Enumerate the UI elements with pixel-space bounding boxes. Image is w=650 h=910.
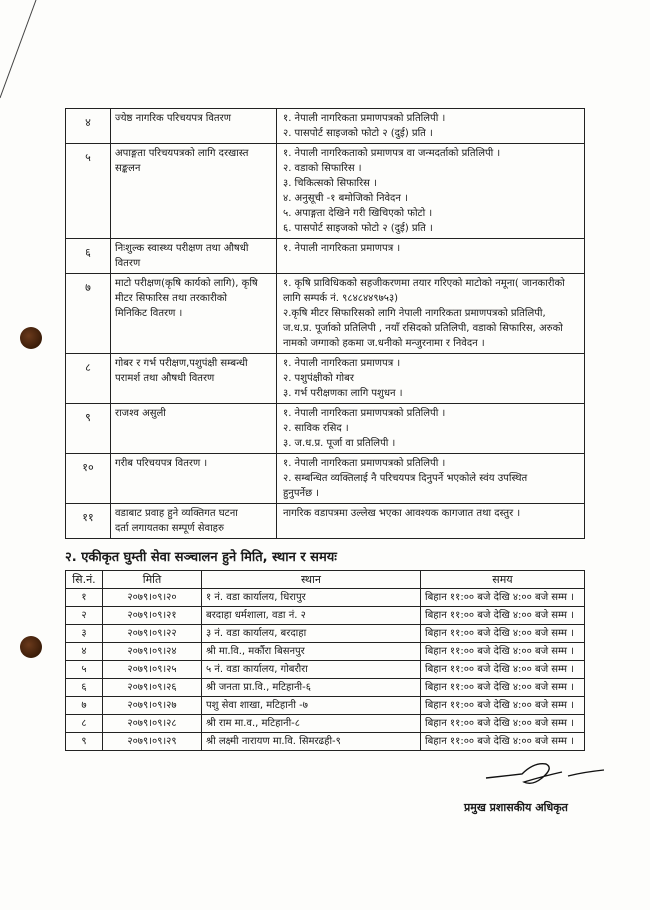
schedule-row xyxy=(66,733,585,751)
document-item: १. कृषि प्राविधिकको सहजीकरणमा तयार गरिएको माटोको नमूना( जानकारीको xyxy=(283,278,565,289)
schedule-header-row xyxy=(66,571,585,589)
service-name xyxy=(111,454,277,504)
service-name-line: वितरण xyxy=(115,258,141,269)
required-documents xyxy=(277,454,585,504)
schedule-time: बिहान ११:०० बजे देखि ४:०० बजे सम्म । xyxy=(421,661,585,679)
schedule-place: बरदाहा धर्मशाला, वडा नं. २ xyxy=(202,607,421,625)
document-item: २. वडाको सिफारिस । xyxy=(283,163,362,174)
service-name xyxy=(111,144,277,239)
schedule-place: श्री राम मा.व., मटिहानी-८ xyxy=(202,715,421,733)
service-sn: १० xyxy=(66,454,111,504)
document-item: ३. चिकित्सको सिफारिस । xyxy=(283,178,377,189)
service-name-line: माटो परीक्षण(कृषि कार्यको लागि), कृषि xyxy=(115,278,258,289)
schedule-place: १ नं. वडा कार्यालय, धिरापुर xyxy=(202,589,421,607)
schedule-time: बिहान ११:०० बजे देखि ४:०० बजे सम्म । xyxy=(421,643,585,661)
service-name-line: गरीब परिचयपत्र वितरण । xyxy=(115,458,208,469)
services-table xyxy=(65,108,585,539)
schedule-row xyxy=(66,697,585,715)
schedule-date: २०७९।०९।२८ xyxy=(103,715,202,733)
schedule-place: ५ नं. वडा कार्यालय, गोबरौरा xyxy=(202,661,421,679)
document-item: ५. अपाङ्गता देखिने गरी खिचिएको फोटो । xyxy=(283,208,433,219)
schedule-time: बिहान ११:०० बजे देखि ४:०० बजे सम्म । xyxy=(421,697,585,715)
header-time: समय xyxy=(421,571,585,589)
schedule-date: २०७९।०९।२७ xyxy=(103,697,202,715)
schedule-date: २०७९।०९।२९ xyxy=(103,733,202,751)
service-sn: ११ xyxy=(66,504,111,539)
document-item: १. नेपाली नागरिकताको प्रमाणपत्र वा जन्मदर्ताको प्रतिलिपी । xyxy=(283,148,501,159)
schedule-row xyxy=(66,643,585,661)
document-item: १. नेपाली नागरिकता प्रमाणपत्रको प्रतिलिपी । xyxy=(283,408,446,419)
schedule-row xyxy=(66,661,585,679)
service-sn: ६ xyxy=(66,239,111,274)
service-name xyxy=(111,404,277,454)
service-name xyxy=(111,504,277,539)
required-documents xyxy=(277,274,585,354)
service-row xyxy=(66,404,585,454)
document-item: २. पासपोर्ट साइजको फोटो २ (दुई) प्रति । xyxy=(283,128,433,139)
document-item: १. नेपाली नागरिकता प्रमाणपत्र । xyxy=(283,358,401,369)
schedule-sn: ८ xyxy=(66,715,103,733)
schedule-date: २०७९।०९।२५ xyxy=(103,661,202,679)
document-item: ३. ज.ध.प्र. पूर्जा वा प्रतिलिपी । xyxy=(283,438,396,449)
document-item: हुनुपर्नेछ । xyxy=(283,488,320,499)
schedule-table xyxy=(65,570,585,751)
service-name-line: परामर्श तथा औषधी वितरण xyxy=(115,373,215,384)
schedule-time: बिहान ११:०० बजे देखि ४:०० बजे सम्म । xyxy=(421,733,585,751)
service-name xyxy=(111,354,277,404)
schedule-place: पशु सेवा शाखा, मटिहानी -७ xyxy=(202,697,421,715)
document-item: १. नेपाली नागरिकता प्रमाणपत्र । xyxy=(283,243,401,254)
document-item: नामको जग्गाको हकमा ज.धनीको मन्जुरनामा र निवेदन । xyxy=(283,338,485,349)
service-name-line: गोबर र गर्भ परीक्षण,पशुपंक्षी सम्बन्धी xyxy=(115,358,248,369)
schedule-sn: ६ xyxy=(66,679,103,697)
schedule-time: बिहान ११:०० बजे देखि ४:०० बजे सम्म । xyxy=(421,679,585,697)
service-name-line: सङ्कलन xyxy=(115,163,141,174)
schedule-row xyxy=(66,625,585,643)
service-name-line: राजश्व असुली xyxy=(115,408,166,419)
schedule-sn: २ xyxy=(66,607,103,625)
document-item: लागि सम्पर्क नं. ९८४८४४९७५३) xyxy=(283,293,399,304)
service-name-line: अपाङ्गता परिचयपत्रको लागि दरखास्त xyxy=(115,148,249,159)
schedule-row xyxy=(66,679,585,697)
required-documents xyxy=(277,239,585,274)
schedule-sn: ७ xyxy=(66,697,103,715)
schedule-date: २०७९।०९।२२ xyxy=(103,625,202,643)
schedule-row xyxy=(66,715,585,733)
schedule-time: बिहान ११:०० बजे देखि ४:०० बजे सम्म । xyxy=(421,589,585,607)
document-item: ४. अनुसूची -१ बमोजिको निवेदन । xyxy=(283,193,408,204)
header-place: स्थान xyxy=(202,571,421,589)
service-row xyxy=(66,144,585,239)
document-item: २.कृषि मीटर सिफारिसको लागि नेपाली नागरिकता प्रमाणपत्रको प्रतिलिपी, xyxy=(283,308,546,319)
schedule-time: बिहान ११:०० बजे देखि ४:०० बजे सम्म । xyxy=(421,715,585,733)
service-row xyxy=(66,504,585,539)
document-item: २. सम्बन्धित व्यक्तिलाई नै परिचयपत्र दिनुपर्ने भएकोले स्वंय उपस्थित xyxy=(283,473,528,484)
service-name-line: दर्ता लगायतका सम्पूर्ण सेवाहरु xyxy=(115,523,224,534)
required-documents xyxy=(277,354,585,404)
document-item: ६. पासपोर्ट साइजको फोटो २ (दुई) प्रति । xyxy=(283,223,433,234)
service-row xyxy=(66,454,585,504)
service-row xyxy=(66,354,585,404)
document-item: २. साविक रसिद । xyxy=(283,423,349,434)
required-documents xyxy=(277,404,585,454)
service-sn: ४ xyxy=(66,109,111,144)
schedule-place: श्री मा.वि., मर्कौरा बिसनपुर xyxy=(202,643,421,661)
punch-hole-bottom xyxy=(20,636,42,658)
document-item: २. पशुपंक्षीको गोबर xyxy=(283,373,354,384)
schedule-place: श्री लक्ष्मी नारायण मा.वि. सिमरढही-९ xyxy=(202,733,421,751)
service-row xyxy=(66,239,585,274)
schedule-row xyxy=(66,607,585,625)
schedule-place: ३ नं. वडा कार्यालय, बरदाहा xyxy=(202,625,421,643)
schedule-time: बिहान ११:०० बजे देखि ४:०० बजे सम्म । xyxy=(421,625,585,643)
service-name xyxy=(111,239,277,274)
service-sn: ५ xyxy=(66,144,111,239)
schedule-date: २०७९।०९।२६ xyxy=(103,679,202,697)
schedule-row xyxy=(66,589,585,607)
service-name-line: ज्येष्ठ नागरिक परिचयपत्र वितरण xyxy=(115,113,231,124)
schedule-sn: १ xyxy=(66,589,103,607)
service-name xyxy=(111,109,277,144)
document-item: नागरिक वडापत्रमा उल्लेख भएका आवश्यक कागजात तथा दस्तुर । xyxy=(283,508,521,519)
required-documents xyxy=(277,109,585,144)
service-name-line: वडाबाट प्रवाह हुने व्यक्तिगत घटना xyxy=(115,508,238,519)
service-row xyxy=(66,109,585,144)
service-name-line: निःशुल्क स्वास्थ्य परीक्षण तथा औषधी xyxy=(115,243,249,254)
document-item: ज.ध.प्र. पूर्जाको प्रतिलिपी , नयाँ रसिदको प्रतिलिपी, वडाको सिफारिस, अरुको xyxy=(283,323,563,334)
service-sn: ८ xyxy=(66,354,111,404)
required-documents xyxy=(277,144,585,239)
schedule-date: २०७९।०९।२० xyxy=(103,589,202,607)
document-item: ३. गर्भ परीक्षणका लागि पशुधन । xyxy=(283,388,403,399)
document-item: १. नेपाली नागरिकता प्रमाणपत्रको प्रतिलिपी । xyxy=(283,458,446,469)
signature-scribble xyxy=(484,756,614,796)
header-sn: सि.नं. xyxy=(66,571,103,589)
document-item: १. नेपाली नागरिकता प्रमाणपत्रको प्रतिलिपी । xyxy=(283,113,446,124)
service-name-line: मिनिकिट वितरण । xyxy=(115,308,183,319)
schedule-date: २०७९।०९।२१ xyxy=(103,607,202,625)
header-date: मिति xyxy=(103,571,202,589)
service-row xyxy=(66,274,585,354)
service-name-line: मीटर सिफारिस तथा तरकारीको xyxy=(115,293,228,304)
section2-heading: २. एकीकृत घुम्ती सेवा सञ्चालन हुने मिति, स्थान र समयः xyxy=(65,550,337,565)
schedule-time: बिहान ११:०० बजे देखि ४:०० बजे सम्म । xyxy=(421,607,585,625)
punch-hole-top xyxy=(20,327,42,349)
schedule-sn: ४ xyxy=(66,643,103,661)
signatory-title: प्रमुख प्रशासकीय अधिकृत xyxy=(464,801,568,814)
service-sn: ७ xyxy=(66,274,111,354)
required-documents xyxy=(277,504,585,539)
scan-corner-mark xyxy=(0,0,40,100)
service-name xyxy=(111,274,277,354)
schedule-sn: ५ xyxy=(66,661,103,679)
schedule-sn: ९ xyxy=(66,733,103,751)
service-sn: ९ xyxy=(66,404,111,454)
schedule-place: श्री जनता प्रा.वि., मटिहानी-६ xyxy=(202,679,421,697)
schedule-sn: ३ xyxy=(66,625,103,643)
schedule-date: २०७९।०९।२४ xyxy=(103,643,202,661)
